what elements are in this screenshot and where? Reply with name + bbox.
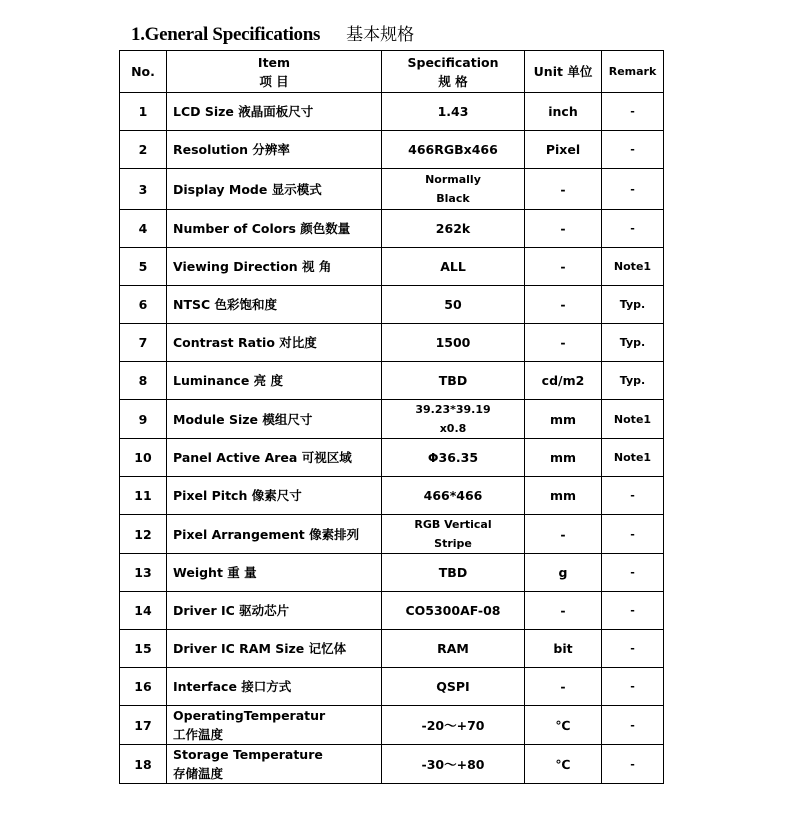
row-item: Pixel Pitch 像素尺寸 [167,477,382,515]
row-spec: 466*466 [382,477,525,515]
row-item: Viewing Direction 视 角 [167,248,382,286]
row-unit: g [525,554,602,592]
row-remark: - [602,554,664,592]
header-spec-en: Specification [407,54,499,70]
table-row [120,592,664,630]
row-unit: - [525,324,602,362]
row-item: Storage Temperature 存储温度 [167,745,382,784]
row-remark: Note1 [602,248,664,286]
row-remark: - [602,93,664,131]
row-spec: 50 [382,286,525,324]
row-item: Module Size 模组尺寸 [167,400,382,439]
row-unit: - [525,515,602,554]
table-row [120,400,664,439]
spec-table [119,50,664,784]
row-no: 1 [120,93,167,131]
table-row [120,169,664,210]
row-unit: ℃ [525,745,602,784]
row-remark: - [602,477,664,515]
header-spec-cn: 规 格 [438,73,468,89]
header-remark: Remark [602,51,664,93]
row-spec: Normally Black [382,169,525,210]
row-no: 2 [120,131,167,169]
row-item: NTSC 色彩饱和度 [167,286,382,324]
row-item: Contrast Ratio 对比度 [167,324,382,362]
row-item: Display Mode 显示模式 [167,169,382,210]
table-row [120,668,664,706]
table-row [120,362,664,400]
row-remark: Typ. [602,324,664,362]
row-spec: ALL [382,248,525,286]
section-title-en: 1.General Specifications [131,24,321,45]
row-no: 8 [120,362,167,400]
row-no: 15 [120,630,167,668]
row-spec: RGB Vertical Stripe [382,515,525,554]
row-no: 14 [120,592,167,630]
table-row [120,745,664,784]
row-item: OperatingTemperatur 工作温度 [167,706,382,745]
row-remark: - [602,592,664,630]
row-spec: -20～+70 [382,706,525,745]
row-unit: ℃ [525,706,602,745]
row-remark: - [602,169,664,210]
row-remark: - [602,706,664,745]
row-item: LCD Size 液晶面板尺寸 [167,93,382,131]
row-spec: 1.43 [382,93,525,131]
row-remark: Note1 [602,439,664,477]
row-unit: - [525,286,602,324]
row-no: 6 [120,286,167,324]
row-unit: - [525,592,602,630]
row-spec: QSPI [382,668,525,706]
header-spec [382,51,525,93]
row-no: 4 [120,210,167,248]
row-item: Weight 重 量 [167,554,382,592]
row-unit: bit [525,630,602,668]
table-row [120,286,664,324]
row-remark: - [602,668,664,706]
row-no: 17 [120,706,167,745]
row-no: 10 [120,439,167,477]
row-remark: Note1 [602,400,664,439]
table-row [120,210,664,248]
row-spec: Φ36.35 [382,439,525,477]
row-no: 16 [120,668,167,706]
row-remark: - [602,210,664,248]
table-row [120,477,664,515]
row-item: Driver IC 驱动芯片 [167,592,382,630]
header-row [120,51,664,93]
row-remark: Typ. [602,286,664,324]
row-no: 3 [120,169,167,210]
row-item: Interface 接口方式 [167,668,382,706]
row-no: 12 [120,515,167,554]
row-item: Pixel Arrangement 像素排列 [167,515,382,554]
row-remark: - [602,630,664,668]
header-item-en: Item [257,54,291,70]
row-spec: 1500 [382,324,525,362]
row-spec: -30～+80 [382,745,525,784]
table-row [120,630,664,668]
table-row [120,515,664,554]
row-item: Luminance 亮 度 [167,362,382,400]
header-unit: Unit 单位 [525,51,602,93]
row-no: 9 [120,400,167,439]
row-remark: - [602,515,664,554]
row-unit: - [525,668,602,706]
table-row [120,439,664,477]
row-unit: cd/m2 [525,362,602,400]
row-spec: TBD [382,554,525,592]
table-row [120,93,664,131]
row-spec: TBD [382,362,525,400]
row-unit: inch [525,93,602,131]
row-no: 7 [120,324,167,362]
section-title [131,20,414,46]
table-row [120,706,664,745]
row-remark: - [602,745,664,784]
table-row [120,554,664,592]
row-remark: Typ. [602,362,664,400]
row-no: 5 [120,248,167,286]
row-spec: 466RGBx466 [382,131,525,169]
section-title-cn: 基本规格 [346,25,415,45]
row-unit: - [525,210,602,248]
row-unit: mm [525,477,602,515]
row-item: Panel Active Area 可视区域 [167,439,382,477]
row-spec: 39.23*39.19 x0.8 [382,400,525,439]
row-spec: 262k [382,210,525,248]
header-no: No. [120,51,167,93]
row-no: 13 [120,554,167,592]
header-item-cn: 项 目 [259,73,289,89]
table-row [120,324,664,362]
row-remark: - [602,131,664,169]
spec-table-body [120,93,664,784]
row-unit: mm [525,439,602,477]
row-item: Resolution 分辨率 [167,131,382,169]
row-no: 11 [120,477,167,515]
row-no: 18 [120,745,167,784]
row-unit: - [525,169,602,210]
row-unit: Pixel [525,131,602,169]
header-item [167,51,382,93]
row-spec: CO5300AF-08 [382,592,525,630]
row-item: Number of Colors 颜色数量 [167,210,382,248]
table-row [120,131,664,169]
row-item: Driver IC RAM Size 记忆体 [167,630,382,668]
row-unit: - [525,248,602,286]
table-row [120,248,664,286]
row-spec: RAM [382,630,525,668]
row-unit: mm [525,400,602,439]
